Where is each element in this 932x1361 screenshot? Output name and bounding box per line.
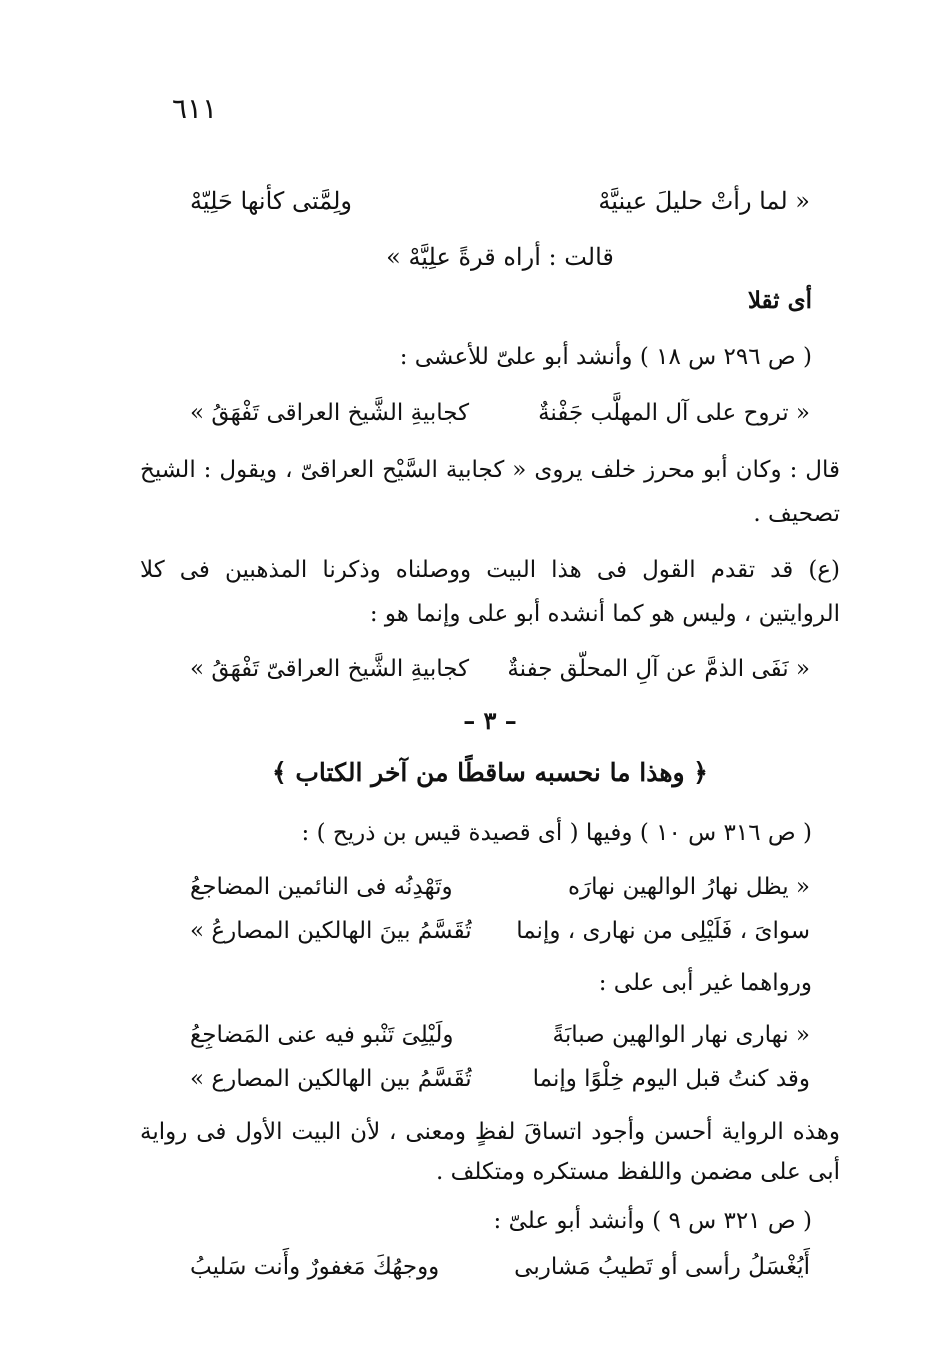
- verse-6-first-hemistich: « نهارى نهار الوالهين صبابَةً: [552, 1022, 810, 1048]
- verse-4-first-hemistich: « يظل نهارُ الوالهين نهارَه: [567, 874, 810, 900]
- verse-2-second-hemistich: كجابيةِ الشَّيخ العراقى تَفْهَقُ »: [190, 400, 470, 426]
- other-narration-line: ورواهما غير أبى على :: [598, 970, 812, 996]
- section-number: – ٣ –: [463, 706, 517, 735]
- verse-8-second-hemistich: ووجهُكَ مَغفورٌ وأَنت سَليبُ: [190, 1254, 440, 1280]
- gloss-text: أى ثقلا: [747, 287, 812, 314]
- section-title: ﴿ وهذا ما نحسبه ساقطًا من آخر الكتاب ﴾: [272, 758, 708, 787]
- reference-2: ( ص ٣١٦ س ١٠ ) وفيها ( أى قصيدة قيس بن ذريح ) :: [301, 820, 812, 846]
- verse-2-first-hemistich: « تروح على آل المهلَّب جَفْنةٌ: [538, 400, 810, 426]
- verse-5-first-hemistich: سواىَ ، فَلَيْلِى من نهارى ، وإنما: [516, 918, 810, 944]
- verse-3-second-hemistich: كجابيةِ الشَّيخ العراقىّ تَفْهَقُ »: [190, 656, 470, 682]
- page-number: ٦١١: [172, 92, 218, 125]
- reference-1: ( ص ٢٩٦ س ١٨ ) وأنشد أبو علىّ للأعشى :: [399, 344, 812, 370]
- verse-4-second-hemistich: وتَهْدِنُه فى النائمين المضاجعُ: [190, 874, 453, 900]
- verse-7-first-hemistich: وقد كنتُ قبل اليوم خِلْوًا وإنما: [532, 1066, 810, 1092]
- paragraph-3: وهذه الرواية أحسن وأجود اتساقَ لفظٍ ومعنى ، لأن البيت الأول فى رواية أبى على مضمن واللفظ مستكره ومتكلف .: [140, 1119, 840, 1185]
- reference-3: ( ص ٣٢١ س ٩ ) وأنشد أبو علىّ :: [493, 1208, 812, 1234]
- paragraph-1: قال : وكان أبو محرز خلف يروى « كجابية السَّيْح العراقىّ ، ويقول : الشيخ تصحيف .: [140, 457, 840, 527]
- paragraph-2: (ع) قد تقدم القول فى هذا البيت ووصلناه وذكرنا المذهبين فى كلا الروايتين ، وليس هو كما أنشده أبو على وإنما هو :: [140, 557, 840, 627]
- verse-1-first-hemistich: « لما رأتْ حليلَ عينيَّهْ: [598, 187, 810, 215]
- verse-6-second-hemistich: ولَيْلِىَ تَنْبو فيه عنى المَضاجِعُ: [190, 1022, 454, 1048]
- verse-5-second-hemistich: تُقَسَّمُ بينَ الهالكين المصارعُ »: [190, 918, 472, 944]
- verse-3-first-hemistich: « نَفَى الذمَّ عن آلِ المحلّق جفنةٌ: [507, 656, 810, 682]
- verse-1-line-2: قالت : أراه قرةً علِيَّهْ »: [386, 243, 614, 271]
- verse-1-second-hemistich: ولِمَّتى كأنها حَلِيّهْ: [190, 187, 352, 215]
- verse-7-second-hemistich: تُقَسَّمُ بين الهالكين المصارع »: [190, 1066, 472, 1092]
- verse-8-first-hemistich: أَيُغْسَلُ رأسى أو تَطيبُ مَشاربى: [514, 1254, 810, 1280]
